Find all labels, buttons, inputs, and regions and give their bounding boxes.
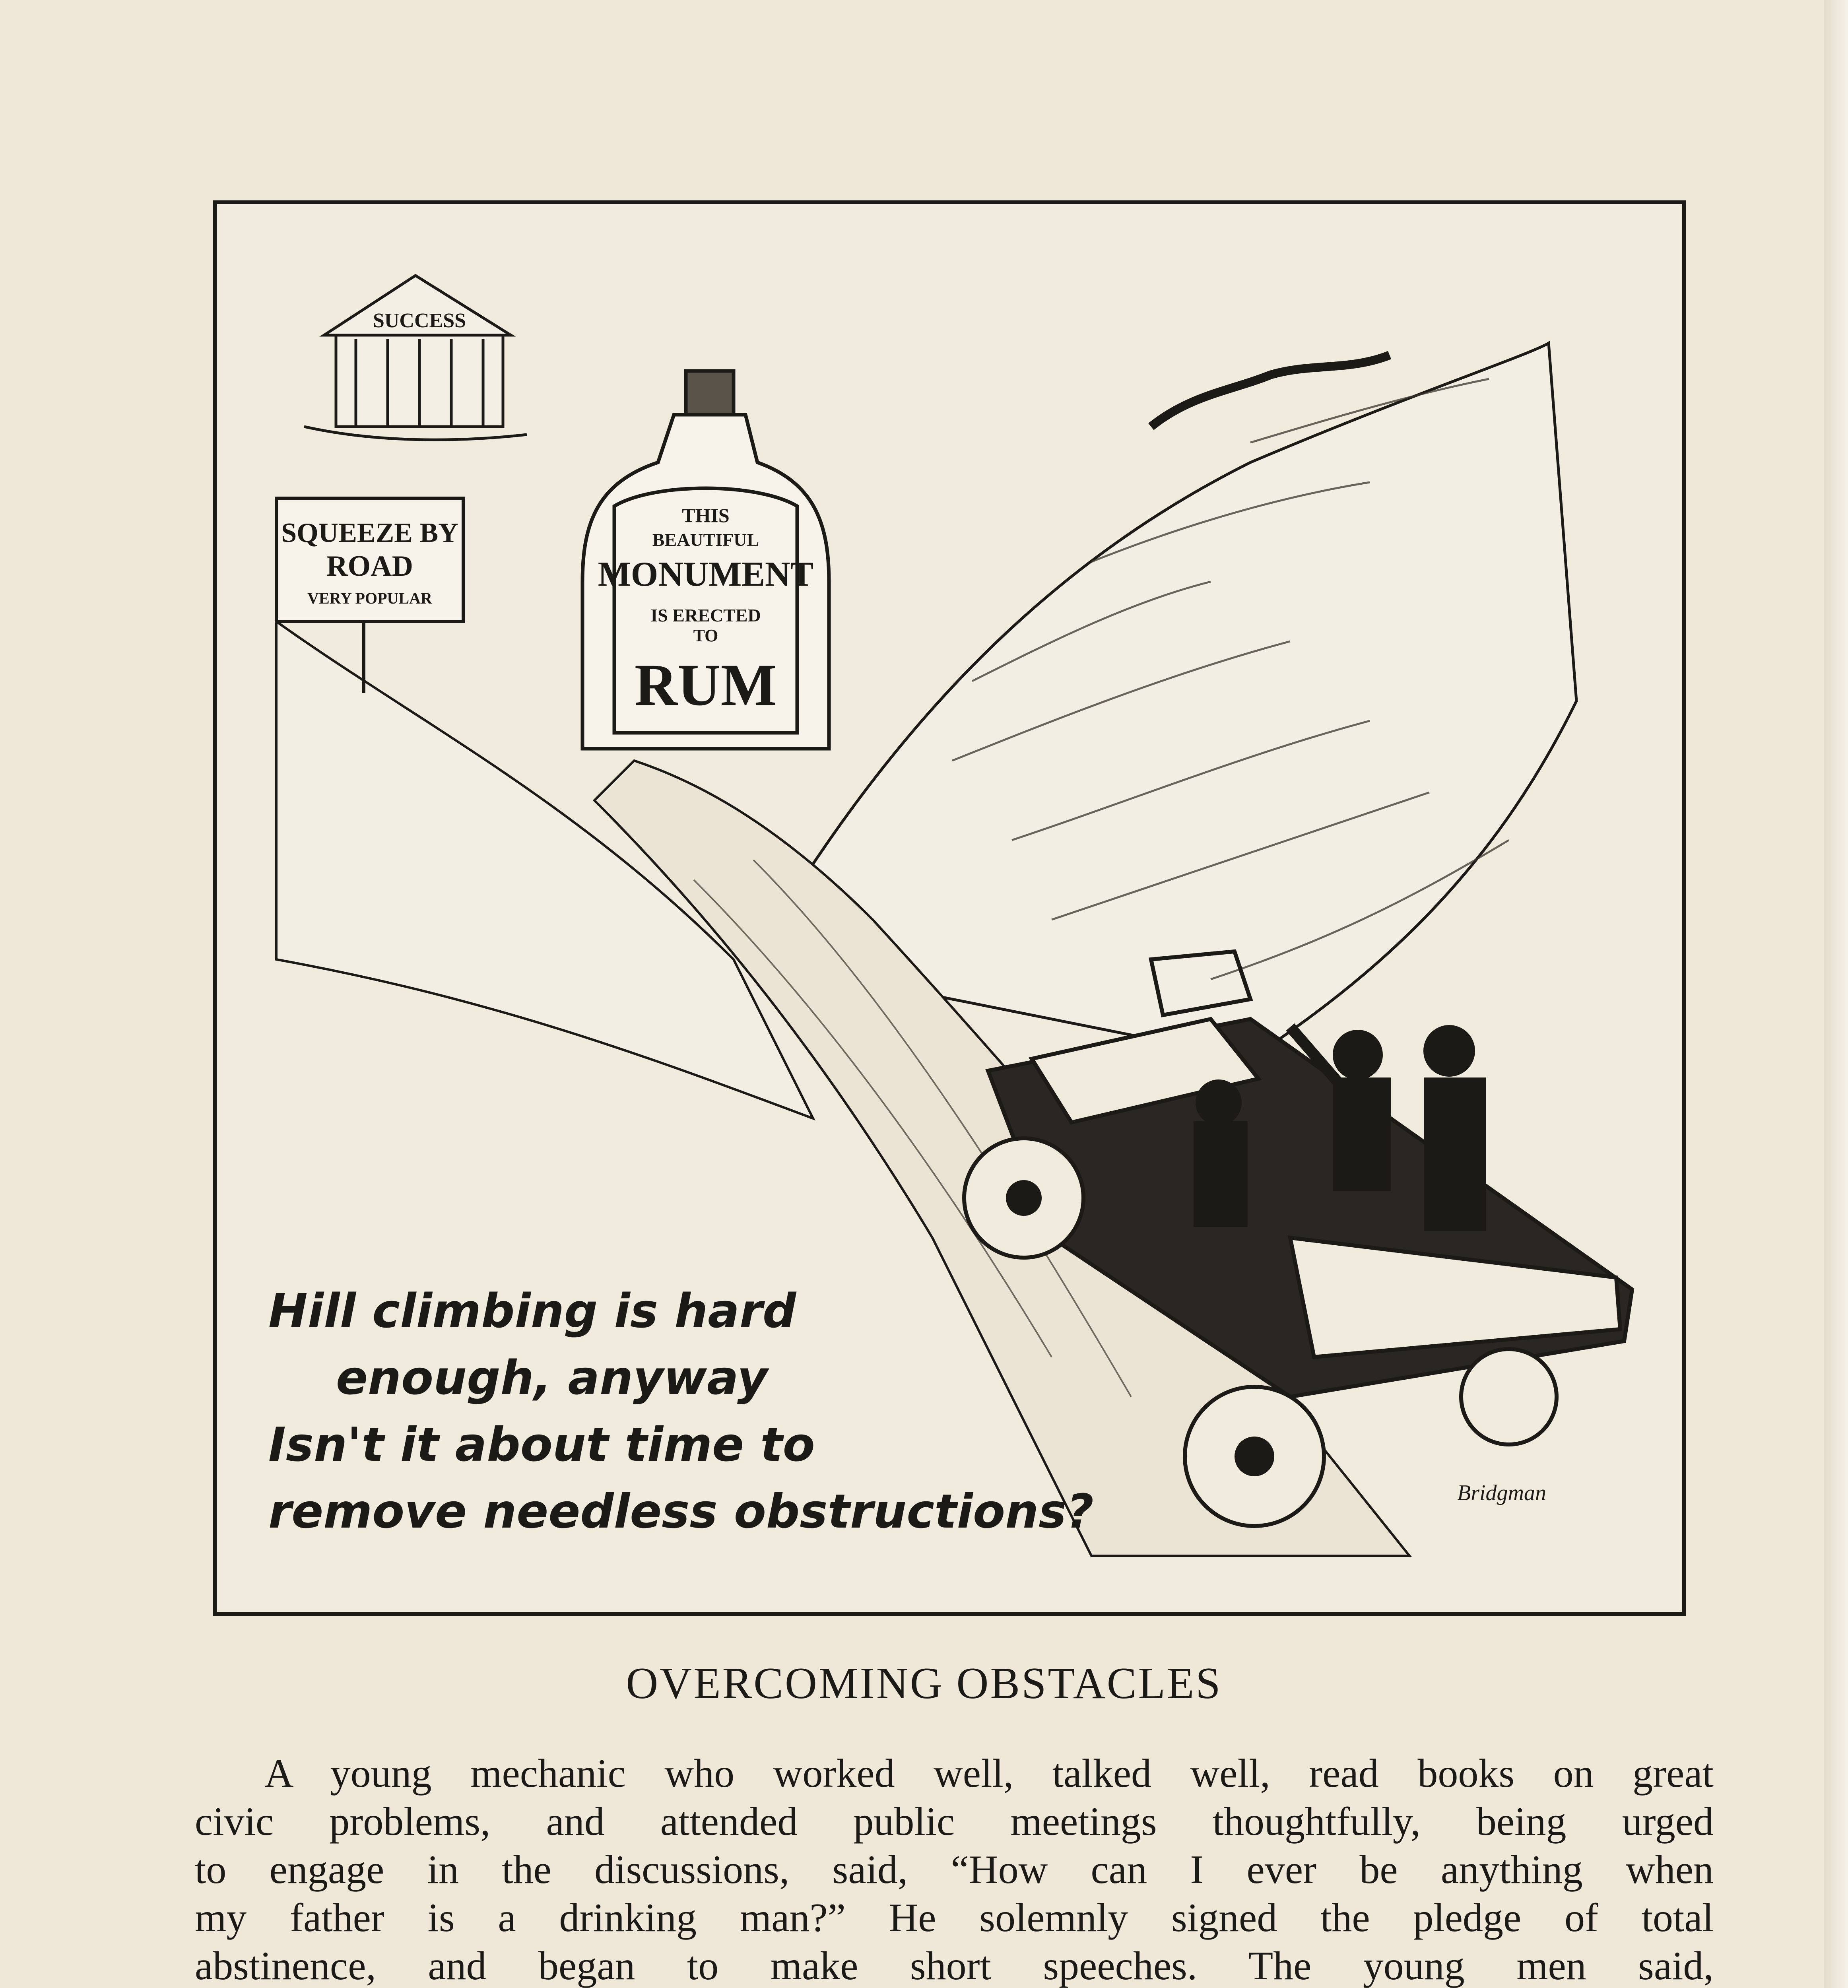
article-title: OVERCOMING OBSTACLES	[626, 1659, 1222, 1708]
road-sign-line1: SQUEEZE BY	[281, 518, 458, 548]
caption-line: Hill climbing is hard	[268, 1283, 796, 1338]
caption-line: enough, anyway	[336, 1350, 768, 1405]
caption-line: remove needless obstructions?	[268, 1484, 1094, 1539]
bottle-text-line1: THIS	[682, 504, 730, 526]
cartoon-caption	[268, 1277, 1183, 1545]
bottle-text-line5: TO	[693, 626, 718, 645]
success-sign-text: SUCCESS	[373, 309, 466, 332]
body-line: A young mechanic who worked well, talked well, read books on great	[264, 1751, 1714, 1796]
bottle-text-line2: BEAUTIFUL	[652, 530, 759, 550]
road-sign-line2: ROAD	[326, 550, 413, 582]
bottle-text-line4: IS ERECTED	[650, 605, 761, 625]
road-sign-line3: VERY POPULAR	[307, 589, 432, 607]
bottle-text-line3: MONUMENT	[598, 555, 814, 594]
body-line: abstinence, and began to make short speeches. The young men said,	[195, 1943, 1714, 1988]
artist-signature: Bridgman	[1457, 1481, 1546, 1505]
success-house	[304, 276, 527, 440]
body-line: civic problems, and attended public meetings thoughtfully, being urged	[195, 1799, 1714, 1844]
cartoon-illustration	[213, 200, 1686, 1616]
bottle-text-line6: RUM	[634, 652, 777, 718]
body-line: my father is a drinking man?” He solemnly signed the pledge of total	[195, 1895, 1714, 1940]
article-body	[195, 1749, 1714, 1988]
caption-line: Isn't it about time to	[268, 1417, 815, 1472]
body-line: to engage in the discussions, said, “How can I ever be anything when	[195, 1847, 1714, 1892]
